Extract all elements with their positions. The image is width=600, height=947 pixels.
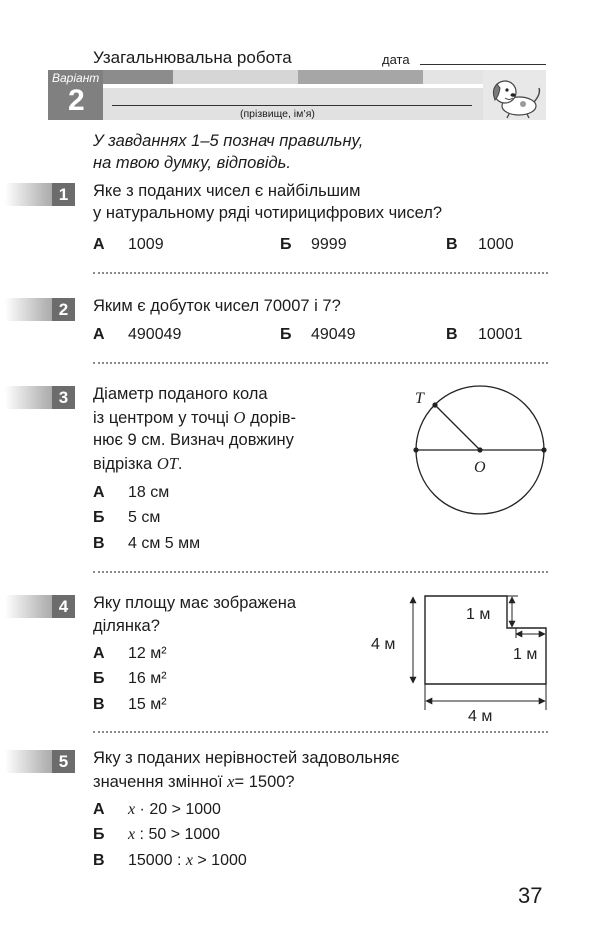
task-question: Яке з поданих чисел є найбільшим [93, 182, 361, 200]
option-value[interactable]: 15000 : x > 1000 [128, 852, 247, 869]
top-notch-label: 1 м [466, 606, 491, 623]
segment-label: OT [156, 454, 178, 473]
task-number: 5 [52, 750, 75, 773]
task-question: ділянка? [93, 617, 160, 635]
option-letter[interactable]: В [446, 326, 458, 343]
option-letter[interactable]: Б [280, 236, 292, 253]
option-letter[interactable]: А [93, 484, 105, 501]
option-letter[interactable]: Б [93, 826, 105, 843]
point [541, 447, 546, 452]
point-O-label: O [474, 459, 486, 476]
option-value[interactable]: 1009 [128, 236, 164, 253]
header-stripe [298, 70, 423, 84]
option-letter[interactable]: А [93, 236, 105, 253]
task-question: відрізка OT. [93, 454, 183, 473]
worksheet-title: Узагальнювальна робота [93, 48, 292, 67]
option-letter[interactable]: Б [280, 326, 292, 343]
option-value[interactable]: 9999 [311, 236, 347, 253]
option-value[interactable]: x : 50 > 1000 [128, 826, 221, 843]
task-question: із центром у точці O дорів- [93, 408, 296, 427]
area-figure [368, 588, 558, 728]
option-value[interactable]: 490049 [128, 326, 182, 343]
variant-label: Варіант [52, 71, 100, 85]
date-label: дата [382, 52, 410, 67]
separator [93, 272, 548, 274]
task-question: Яку площу має зображена [93, 594, 297, 612]
point [432, 402, 437, 407]
task-question: значення змінної x= 1500? [93, 772, 295, 791]
height-label: 4 м [371, 636, 396, 653]
date-field[interactable] [420, 64, 546, 65]
point [413, 447, 418, 452]
option-letter[interactable]: А [93, 645, 105, 662]
task-number: 4 [52, 595, 75, 618]
option-letter[interactable]: А [93, 326, 105, 343]
option-letter[interactable]: В [93, 696, 105, 713]
name-caption: (прізвище, ім’я) [240, 108, 315, 120]
variant-number: 2 [68, 84, 85, 117]
right-notch-label: 1 м [513, 646, 538, 663]
task-number: 3 [52, 386, 75, 409]
option-letter[interactable]: А [93, 801, 105, 818]
task-number: 1 [52, 183, 75, 206]
header-stripe [173, 70, 298, 84]
task-question: нює 9 см. Визнач довжину [93, 431, 294, 449]
point [477, 447, 482, 452]
name-field[interactable] [112, 105, 472, 106]
point-T-label: T [415, 390, 424, 407]
dog-mascot-icon [483, 70, 546, 120]
task-number: 2 [52, 298, 75, 321]
width-label: 4 м [468, 708, 493, 725]
task-question: Діаметр поданого кола [93, 385, 268, 403]
option-letter[interactable]: В [93, 852, 105, 869]
option-letter[interactable]: В [446, 236, 458, 253]
instruction-line: на твою думку, відповідь. [93, 154, 291, 172]
separator [93, 362, 548, 364]
option-value[interactable]: 15 м² [128, 696, 167, 713]
option-value[interactable]: 1000 [478, 236, 514, 253]
option-value[interactable]: 4 см 5 мм [128, 535, 201, 552]
page-number: 37 [518, 883, 543, 908]
option-value[interactable]: 16 м² [128, 670, 167, 687]
option-value[interactable]: 10001 [478, 326, 523, 343]
option-value[interactable]: x · 20 > 1000 [128, 801, 221, 818]
option-letter[interactable]: В [93, 535, 105, 552]
variable: x [227, 772, 235, 791]
task-question: у натуральному ряді чотирицифрових чисел? [93, 204, 443, 222]
option-value[interactable]: 49049 [311, 326, 356, 343]
task-question: Яким є добуток чисел 70007 і 7? [93, 297, 341, 315]
radius-OT [435, 405, 480, 450]
option-value[interactable]: 18 см [128, 484, 170, 501]
separator [93, 731, 548, 733]
option-value[interactable]: 12 м² [128, 645, 167, 662]
option-value[interactable]: 5 см [128, 509, 161, 526]
option-letter[interactable]: Б [93, 670, 105, 687]
separator [93, 571, 548, 573]
point-label: O [233, 408, 246, 427]
circle-figure [405, 380, 555, 520]
task-question: Яку з поданих нерівностей задовольняє [93, 749, 400, 767]
option-letter[interactable]: Б [93, 509, 105, 526]
instruction-line: У завданнях 1–5 познач правильну, [93, 132, 364, 150]
